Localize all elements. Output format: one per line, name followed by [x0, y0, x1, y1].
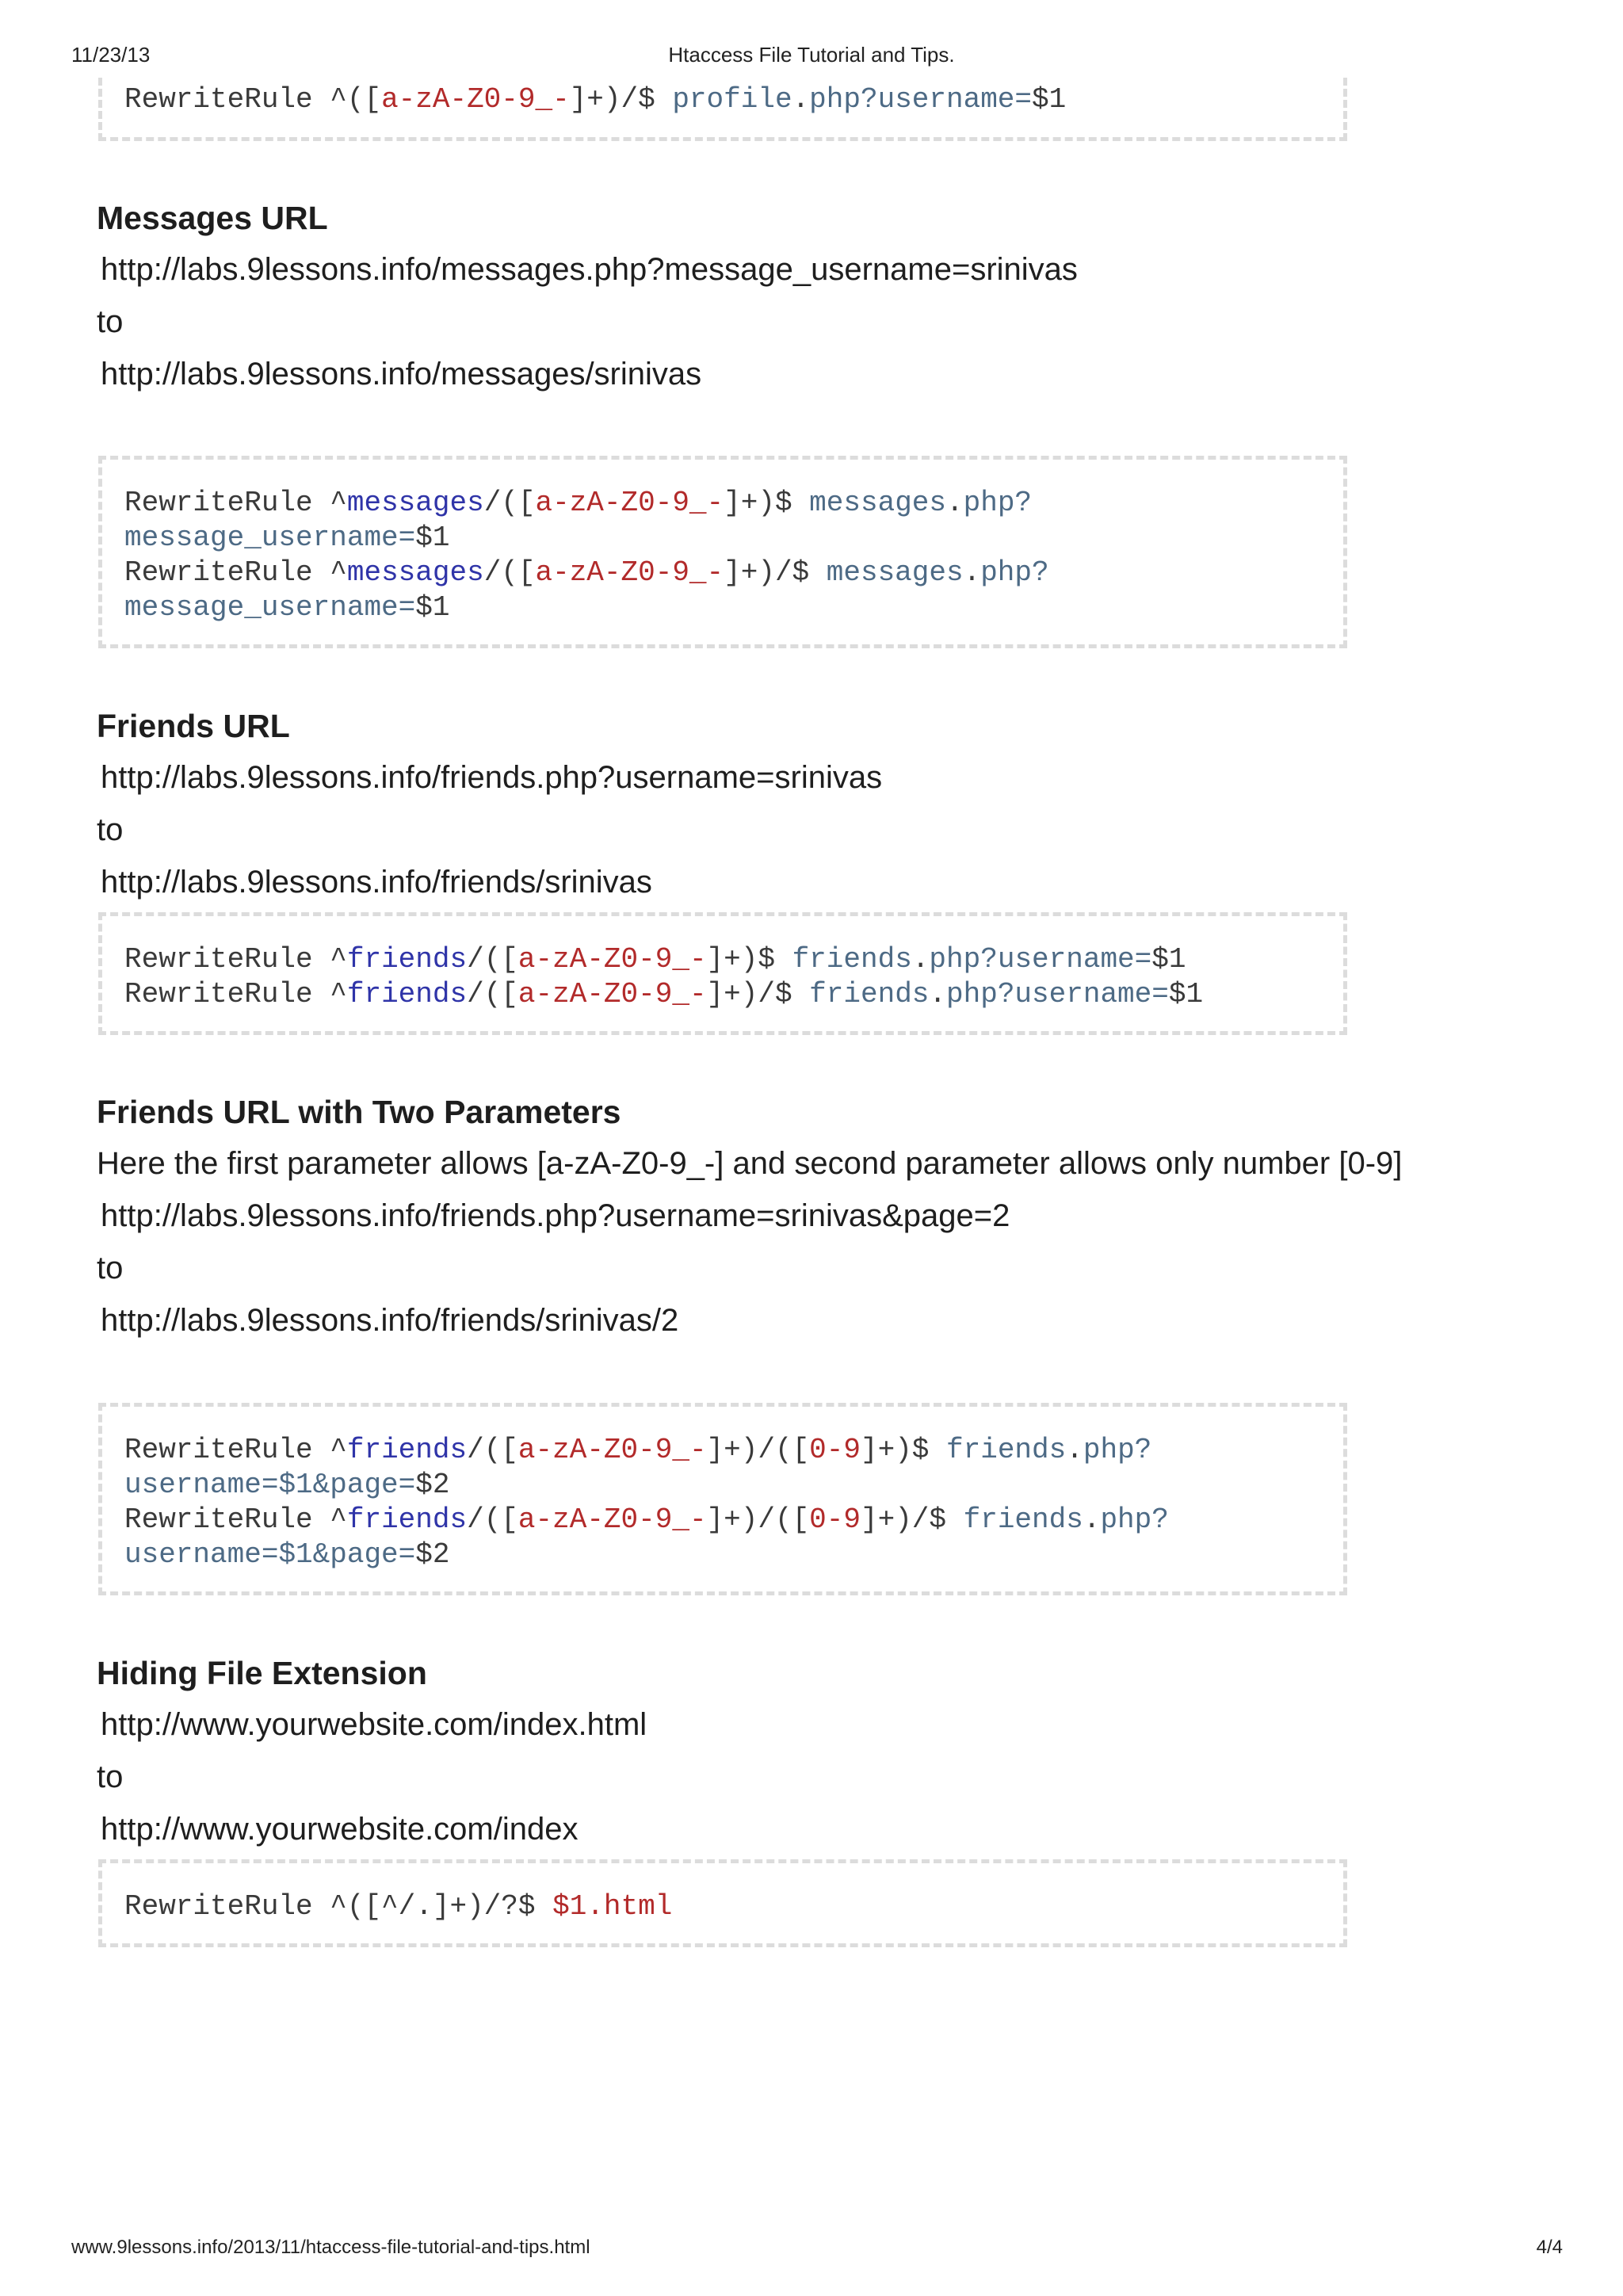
code-line: username=$1&page=$2 — [124, 1538, 450, 1571]
heading-messages-url: Messages URL — [97, 200, 328, 236]
heading-hiding-file-extension: Hiding File Extension — [97, 1655, 427, 1691]
page-number: 4/4 — [1536, 2237, 1563, 2258]
messages-target-url: http://labs.9lessons.info/messages/srinivas — [101, 357, 702, 392]
friends-two-target-url: http://labs.9lessons.info/friends/srinivas/2 — [101, 1303, 679, 1338]
code-block-hiding — [98, 1859, 1347, 1947]
hiding-target-url: http://www.yourwebsite.com/index — [101, 1812, 579, 1847]
messages-to-label: to — [97, 304, 124, 339]
hiding-to-label: to — [97, 1759, 124, 1794]
code-block-friends — [98, 912, 1347, 1035]
code-line: RewriteRule ^friends/([a-zA-Z0-9_-]+)/$ friends.php?username=$1 — [124, 978, 1204, 1010]
friends-two-from-url: http://labs.9lessons.info/friends.php?username=srinivas&page=2 — [101, 1198, 1010, 1233]
friends-from-url: http://labs.9lessons.info/friends.php?username=srinivas — [101, 760, 883, 795]
code-line: message_username=$1 — [124, 591, 450, 624]
code-line: username=$1&page=$2 — [124, 1469, 450, 1501]
code-line: RewriteRule ^friends/([a-zA-Z0-9_-]+)/([0-9]+)/$ friends.php? — [124, 1503, 1169, 1536]
code-line: RewriteRule ^friends/([a-zA-Z0-9_-]+)$ friends.php?username=$1 — [124, 943, 1186, 976]
print-date: 11/23/13 — [71, 43, 151, 67]
page-title: Htaccess File Tutorial and Tips. — [668, 43, 955, 67]
friends-two-description: Here the first parameter allows [a-zA-Z0-9_-] and second parameter allows only number [0-9] — [97, 1146, 1403, 1181]
code-line: RewriteRule ^([^/.]+)/?$ $1.html — [124, 1890, 673, 1923]
hiding-from-url: http://www.yourwebsite.com/index.html — [101, 1707, 647, 1742]
code-line: RewriteRule ^messages/([a-zA-Z0-9_-]+)/$ messages.php? — [124, 556, 1049, 589]
code-block-profile — [98, 78, 1347, 141]
heading-friends-url: Friends URL — [97, 708, 290, 744]
code-block-messages — [98, 456, 1347, 648]
code-line: message_username=$1 — [124, 521, 450, 554]
friends-two-to-label: to — [97, 1251, 124, 1286]
code-line: RewriteRule ^friends/([a-zA-Z0-9_-]+)/([0-9]+)$ friends.php? — [124, 1434, 1152, 1466]
print-source-url: www.9lessons.info/2013/11/htaccess-file-tutorial-and-tips.html — [71, 2237, 590, 2258]
code-line: RewriteRule ^messages/([a-zA-Z0-9_-]+)$ messages.php? — [124, 487, 1033, 519]
code-line: RewriteRule ^([a-zA-Z0-9_-]+)/$ profile.php?username=$1 — [124, 83, 1067, 116]
code-block-friends-two — [98, 1403, 1347, 1595]
friends-to-label: to — [97, 812, 124, 847]
messages-from-url: http://labs.9lessons.info/messages.php?message_username=srinivas — [101, 252, 1078, 287]
heading-friends-two-params: Friends URL with Two Parameters — [97, 1094, 621, 1130]
friends-target-url: http://labs.9lessons.info/friends/srinivas — [101, 865, 652, 900]
